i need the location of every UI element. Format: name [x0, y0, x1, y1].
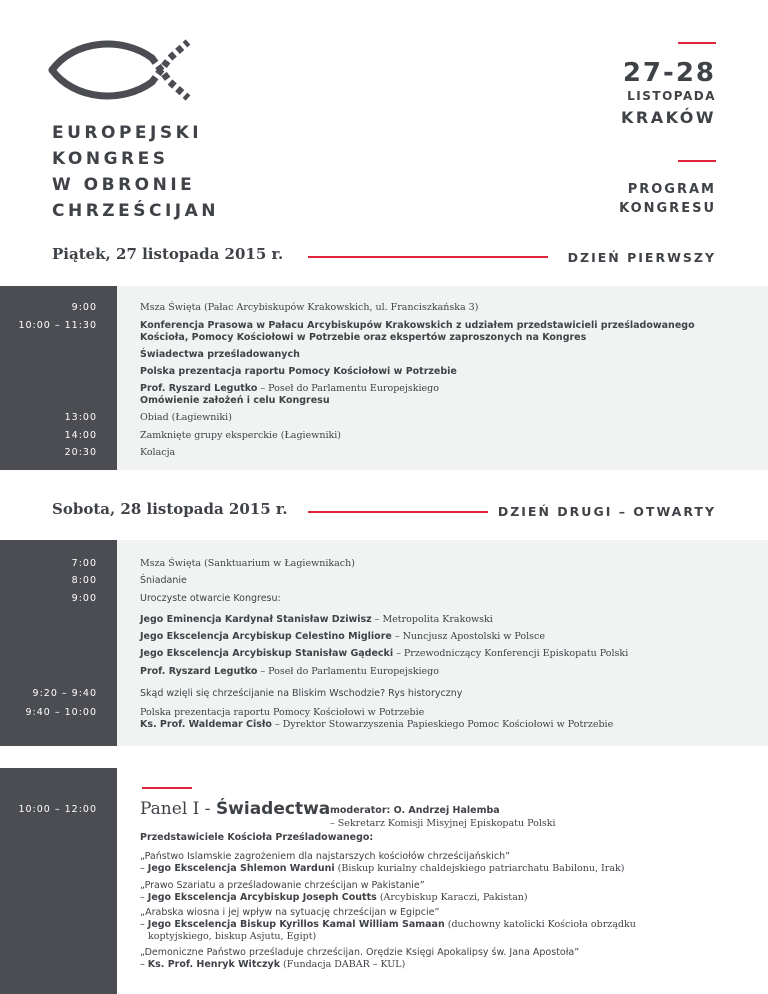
time-label: 20:30 — [64, 447, 97, 458]
program-line-1: PROGRAM — [627, 182, 716, 197]
schedule-item: Jego Ekscelencja Arcybiskup Celestino Migliore – Nuncjusz Apostolski w Polsce — [140, 631, 545, 642]
schedule-item: Msza Święta (Sanktuarium w Łagiewnikach) — [140, 558, 355, 569]
event-city: KRAKÓW — [620, 108, 716, 127]
event-month: LISTOPADA — [627, 89, 716, 103]
panel-talk: „Arabska wiosna i jej wpływ na sytuację chrześcijan w Egipcie” – Jego Ekscelencja Biskup Kyrillos Kamal William Samaan (duchowny katolicki Kościoła obrządku koptyjskiego, biskup Asjutu, Egipt) — [140, 907, 636, 942]
schedule-item: Uroczyste otwarcie Kongresu: — [140, 593, 281, 604]
schedule-item: Msza Święta (Pałac Arcybiskupów Krakowskich, ul. Franciszkańska 3) — [140, 302, 479, 313]
time-label: 9:00 — [71, 593, 97, 604]
day1-time-column — [0, 286, 117, 470]
panel-talk: „Państwo Islamskie zagrożeniem dla najstarszych kościołów chrześcijańskich” – Jego Ekscelencja Shlemon Warduni (Biskup kurialny chaldejskiego patriarchatu Babilonu, Irak) — [140, 851, 625, 874]
org-line-4: CHRZEŚCIJAN — [52, 201, 219, 221]
fish-logo-icon — [48, 38, 196, 102]
time-label: 10:00 – 12:00 — [18, 804, 97, 815]
time-label: 9:40 – 10:00 — [25, 707, 97, 718]
day2-label: DZIEŃ DRUGI – OTWARTY — [497, 504, 716, 519]
time-label: 9:20 – 9:40 — [32, 688, 97, 699]
accent-line-mid — [678, 160, 716, 162]
day2-divider — [308, 511, 488, 513]
time-label: 7:00 — [71, 558, 97, 569]
org-line-3: W OBRONIE — [52, 175, 196, 195]
panel-accent-line — [142, 787, 192, 789]
day1-divider — [308, 256, 548, 258]
schedule-item: Polska prezentacja raportu Pomocy Kościołowi w Potrzebie — [140, 366, 457, 377]
time-label: 14:00 — [64, 430, 97, 441]
time-label: 13:00 — [64, 412, 97, 423]
organization-name — [52, 120, 219, 224]
time-label: 9:00 — [71, 302, 97, 313]
program-line-2: KONGRESU — [619, 201, 716, 216]
day1-label: DZIEŃ PIERWSZY — [567, 250, 716, 265]
org-line-1: EUROPEJSKI — [52, 123, 203, 143]
schedule-item: Prof. Ryszard Legutko – Poseł do Parlamentu Europejskiego — [140, 666, 439, 677]
time-label: 10:00 – 11:30 — [18, 320, 97, 331]
panel-moderator: moderator: O. Andrzej Halemba – Sekretarz Komisji Misyjnej Episkopatu Polski — [330, 805, 556, 829]
event-dates: 27-28 — [622, 58, 716, 88]
panel-intro: Przedstawiciele Kościoła Prześladowanego: — [140, 832, 374, 843]
panel-title: Panel I - Świadectwa — [140, 799, 331, 819]
day1-heading: Piątek, 27 listopada 2015 r. — [52, 245, 284, 263]
panel-talk: „Demoniczne Państwo prześladuje chrześcijan. Orędzie Księgi Apokalipsy św. Jana Apostoła” – Ks. Prof. Henryk Witczyk (Fundacja DABAR – KUL) — [140, 947, 580, 970]
panel-time-column — [0, 768, 117, 994]
program-title — [619, 180, 716, 218]
schedule-item: Polska prezentacja raportu Pomocy Kościołowi w Potrzebie Ks. Prof. Waldemar Cisło – Dyrektor Stowarzyszenia Papieskiego Pomoc Kościołowi w Potrzebie — [140, 707, 614, 730]
schedule-item: Prof. Ryszard Legutko – Poseł do Parlamentu Europejskiego Omówienie założeń i celu Kongresu — [140, 383, 439, 406]
schedule-item: Zamknięte grupy eksperckie (Łagiewniki) — [140, 430, 341, 441]
schedule-item: Konferencja Prasowa w Pałacu Arcybiskupów Krakowskich z udziałem przedstawicieli prześladowanego Kościoła, Pomocy Kościołowi w Potrzebie oraz ekspertów zaproszonych na Kongres — [140, 320, 695, 343]
accent-line-top — [678, 42, 716, 44]
schedule-item: Kolacja — [140, 447, 176, 458]
schedule-item: Jego Eminencja Kardynał Stanisław Dziwisz – Metropolita Krakowski — [140, 614, 493, 625]
panel-talk: „Prawo Szariatu a prześladowanie chrześcijan w Pakistanie” – Jego Ekscelencja Arcybiskup Joseph Coutts (Arcybiskup Karaczi, Pakistan) — [140, 880, 528, 903]
schedule-item: Jego Ekscelencja Arcybiskup Stanisław Gądecki – Przewodniczący Konferencji Episkopatu Polski — [140, 648, 629, 659]
schedule-item: Świadectwa prześladowanych — [140, 349, 300, 360]
day2-heading: Sobota, 28 listopada 2015 r. — [52, 500, 288, 518]
schedule-item: Obiad (Łagiewniki) — [140, 412, 232, 423]
schedule-item: Skąd wzięli się chrześcijanie na Bliskim Wschodzie? Rys historyczny — [140, 688, 463, 699]
time-label: 8:00 — [71, 575, 97, 586]
org-line-2: KONGRES — [52, 149, 169, 169]
schedule-item: Śniadanie — [140, 575, 187, 586]
